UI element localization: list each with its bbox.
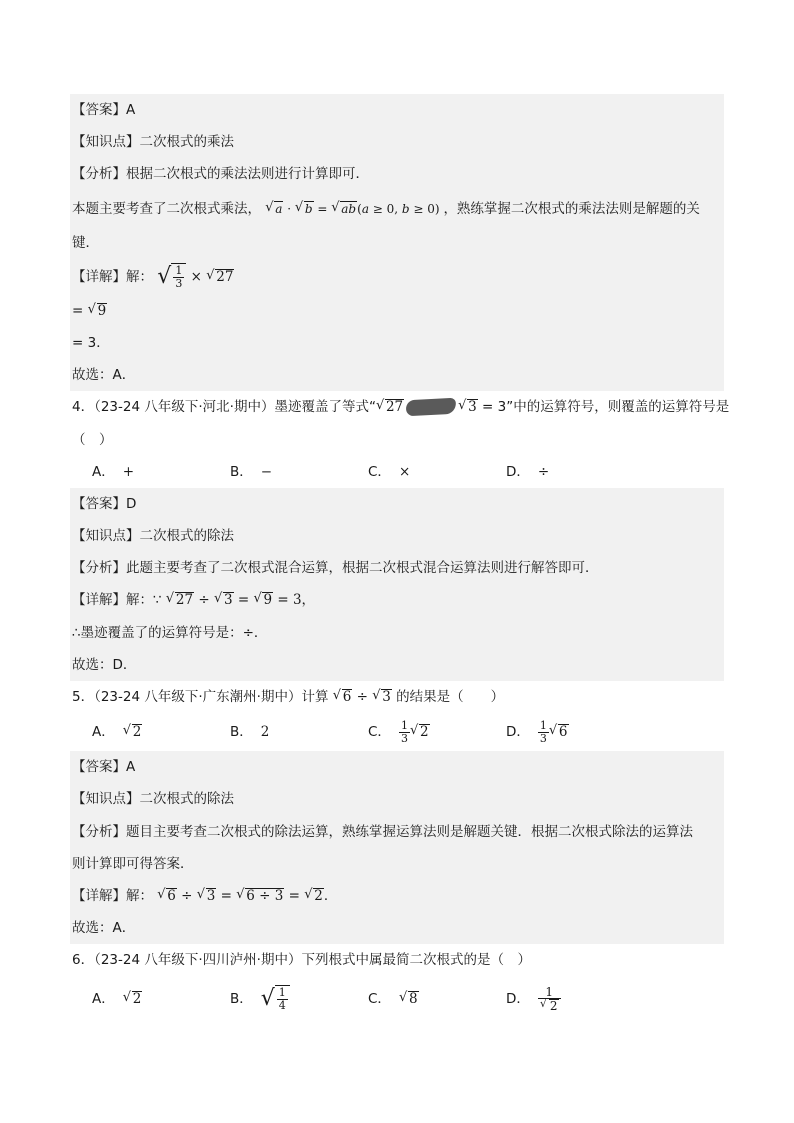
question-stem — [70, 681, 724, 713]
detail-label: 【详解】解： — [72, 268, 153, 285]
detail — [70, 880, 724, 912]
option-c[interactable]: C． √ 8 — [368, 989, 418, 1007]
choice: 故选：A． — [70, 912, 724, 944]
option-b[interactable]: B． − — [230, 463, 273, 480]
knowledge-point: 【知识点】二次根式的乘法 — [70, 126, 724, 158]
detail-label: 【详解】解：∵ — [72, 592, 162, 609]
sqrt-3: √ 3 — [458, 398, 477, 416]
option-d[interactable]: D． 1 √ 2 — [506, 977, 644, 1021]
answer-line: 【答案】A — [70, 751, 724, 783]
ink-blot — [406, 398, 457, 417]
stem-text: = 3”中的运算符号，则覆盖的运算符号是 — [482, 399, 730, 416]
detail-expression: √ $\frac{1}{3}$ — [157, 263, 186, 291]
note-text: 本题主要考查了二次根式乘法， — [72, 200, 261, 217]
stem-text: 的结果是（ ） — [396, 689, 505, 705]
options — [70, 977, 724, 1021]
analysis-note-tail: 键． — [70, 227, 724, 259]
stem-expression: √ 6 ÷ √ 3 — [332, 688, 391, 705]
options — [70, 713, 724, 751]
knowledge-point: 【知识点】二次根式的除法 — [70, 783, 724, 815]
stem-text: 5．（23-24 八年级下·广东潮州·期中）计算 — [72, 689, 329, 705]
analysis: 【分析】题目主要考查二次根式的除法运算，熟练掌握运算法则是解题关键．根据二次根式除法的运算法 — [70, 816, 724, 848]
detail-expression: √ 6 ÷ √ 3 = √ 6 ÷ 3 = √ 2． — [157, 886, 338, 904]
conclusion: ∴墨迹覆盖了的运算符号是：÷． — [70, 617, 724, 649]
choice: 故选：D． — [70, 649, 724, 681]
option-d[interactable]: D． ÷ — [506, 463, 550, 480]
knowledge-point: 【知识点】二次根式的除法 — [70, 520, 724, 552]
choice: 故选：A． — [70, 359, 724, 391]
question-stem: 6．（23-24 八年级下·四川泸州·期中）下列根式中属最简二次根式的是（ ） — [72, 952, 531, 969]
document-page — [70, 94, 730, 1021]
analysis-note — [70, 191, 724, 227]
analysis-tail: 则计算即可得答案． — [70, 848, 724, 880]
option-b[interactable]: B． 2 — [230, 724, 270, 741]
question-paren: （ ） — [72, 431, 113, 448]
options — [70, 456, 724, 488]
sqrt-27: √ 27 — [375, 398, 404, 416]
step: = √ 9 — [70, 295, 724, 327]
option-b[interactable]: B． √ $\frac{1}{4}$ — [230, 977, 368, 1021]
note-formula: √ a · √ b = √ ab(a ≥ 0, b ≥ 0) — [265, 199, 444, 216]
option-a[interactable]: A． √ 2 — [92, 723, 142, 741]
note-text: ，熟练掌握二次根式的乘法法则是解题的关 — [443, 200, 700, 217]
detail: 【详解】解： √ $\frac{1}{3}$ × √ 27 — [70, 259, 724, 295]
option-c[interactable]: C． × — [368, 463, 411, 480]
option-a[interactable]: A． √ 2 — [92, 989, 142, 1007]
detail-expression: √ 27 ÷ √ 3 = √ 9 = 3， — [165, 591, 316, 609]
answer-line: 【答案】A — [70, 94, 724, 126]
detail-label: 【详解】解： — [72, 887, 153, 904]
analysis: 【分析】根据二次根式的乘法法则进行计算即可． — [70, 158, 724, 190]
detail — [70, 584, 724, 616]
question-stem — [70, 391, 730, 423]
answer-line: 【答案】D — [70, 488, 724, 520]
option-a[interactable]: A． + — [92, 463, 135, 480]
step: = 3． — [70, 327, 724, 359]
option-d[interactable]: D． $\frac{1}{3}$ √ 6 — [506, 718, 568, 745]
option-c[interactable]: C． $\frac{1}{3}$ √ 2 — [368, 718, 429, 745]
stem-text: 4．（23-24 八年级下·河北·期中）墨迹覆盖了等式“ — [72, 399, 376, 416]
analysis: 【分析】此题主要考查了二次根式混合运算，根据二次根式混合运算法则进行解答即可． — [70, 552, 724, 584]
